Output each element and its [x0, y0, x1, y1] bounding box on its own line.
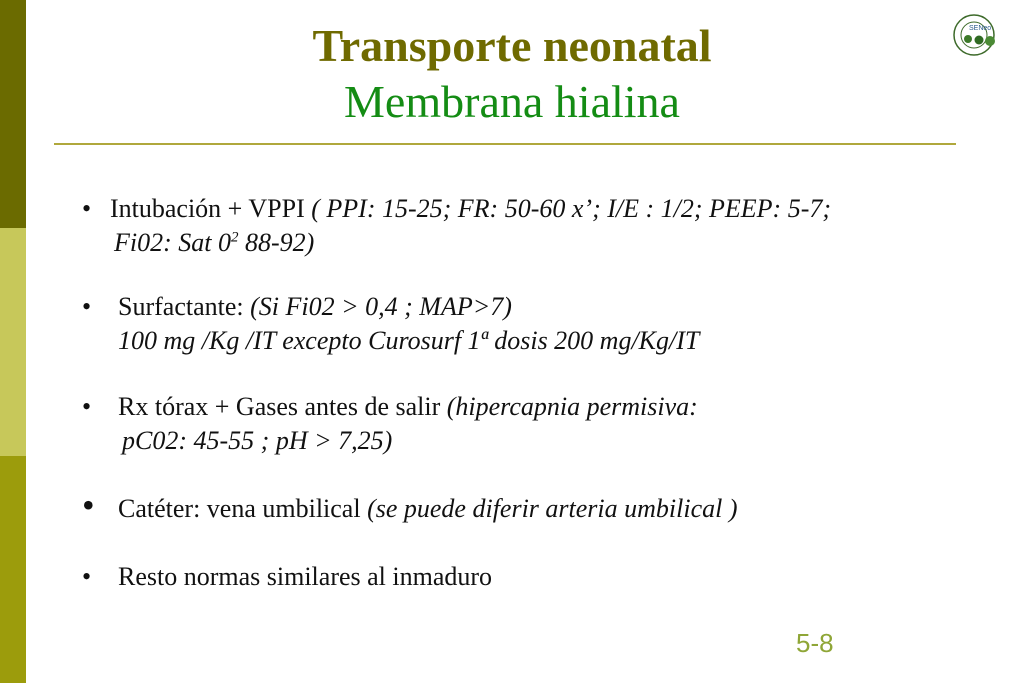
sidebar-segment-bottom [0, 456, 26, 683]
title-divider [54, 143, 956, 145]
bullet-detail-superscript: 2 [231, 229, 239, 246]
page-number: 5-8 [796, 628, 834, 658]
slide-subtitle: Membrana hialina [344, 76, 680, 127]
bullet-text: Surfactante: [118, 292, 251, 321]
bullet-detail: 88-92) [238, 228, 315, 257]
sidebar-decoration [0, 0, 26, 683]
sidebar-segment-middle [0, 228, 26, 456]
seneo-logo-icon [944, 12, 1018, 58]
bullet-note: (Si Fi02 > 0,4 ; MAP>7) [250, 292, 512, 321]
bullet-dot-icon: • [82, 485, 95, 525]
bullet-detail: 100 mg /Kg /IT excepto Curosurf 1ª dosis 200 mg/Kg/IT [118, 326, 700, 355]
bullet-list [78, 192, 978, 594]
list-item [78, 560, 978, 594]
bullet-text: Intubación + VPPI [110, 194, 312, 223]
logo-center-text: SENeo [969, 25, 992, 32]
list-item [78, 192, 978, 260]
bullet-dot-icon: • [82, 292, 92, 321]
slide-title: Transporte neonatal [312, 20, 712, 71]
title-block [60, 18, 964, 130]
bullet-dot-icon: • [82, 392, 92, 421]
bullet-dot-icon: • [82, 562, 92, 591]
bullet-detail: pC02: 45-55 ; pH > 7,25) [122, 426, 393, 455]
bullet-dot-icon: • [82, 194, 92, 223]
bullet-note: (hipercapnia permisiva: [446, 392, 698, 421]
list-item [78, 485, 978, 526]
bullet-text: Catéter: vena umbilical [118, 494, 368, 523]
bullet-note: ( PPI: 15-25; FR: 50-60 x’; I/E : 1/2; PEEP: 5-7; [311, 194, 832, 223]
bullet-note: (se puede diferir arteria umbilical ) [367, 494, 738, 523]
bullet-detail: Fi02: Sat 0 [114, 228, 231, 257]
sidebar-segment-top [0, 0, 26, 228]
list-item [78, 290, 978, 358]
list-item [78, 390, 978, 458]
bullet-text: Rx tórax + Gases antes de salir [118, 392, 447, 421]
bullet-text: Resto normas similares al inmaduro [118, 562, 493, 591]
